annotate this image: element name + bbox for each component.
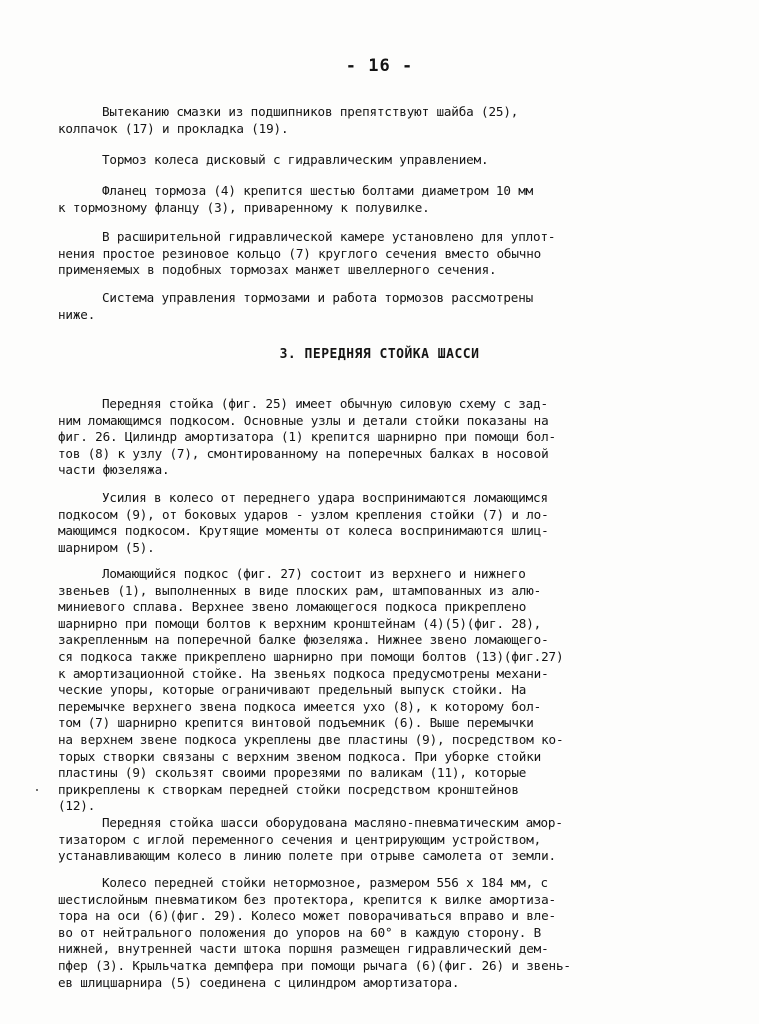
- text-line: Вытеканию смазки из подшипников препятствуют шайба (25),: [102, 104, 519, 119]
- text-line: нения простое резиновое кольцо (7) круглого сечения вместо обычно: [58, 245, 542, 261]
- paragraph-6: [58, 396, 688, 479]
- text-line: пфер (3). Крыльчатка демпфера при помощи рычага (6)(фиг. 26) и звень-: [58, 957, 571, 973]
- text-line: ческие упоры, которые ограничивают предельный выпуск стойки. На: [58, 682, 527, 698]
- paragraph-4: [58, 229, 688, 279]
- text-line: тора на оси (6)(фиг. 29). Колесо может поворачиваться вправо и вле-: [58, 908, 556, 924]
- text-line: Фланец тормоза (4) крепится шестью болтами диаметром 10 мм: [102, 183, 534, 198]
- paragraph-10: [58, 875, 688, 991]
- text-line: том (7) шарнирно крепится винтовой подъемник (6). Выше перемычки: [58, 715, 534, 731]
- text-line: ся подкоса также прикреплено шарнирно при помощи болтов (13)(фиг.27): [58, 648, 564, 664]
- text-line: на верхнем звене подкоса укреплены две пластины (9), посредством ко-: [58, 731, 564, 747]
- text-line: звеньев (1), выполненных в виде плоских рам, штампованных из алю-: [58, 582, 542, 598]
- text-line: к тормозному фланцу (3), приваренному к полувилке.: [58, 199, 430, 215]
- text-line: шарниром (5).: [58, 539, 155, 555]
- text-line: шарнирно при помощи болтов к верхним кронштейнам (4)(5)(фиг. 28),: [58, 615, 542, 631]
- text-line: торых створки связаны с верхним звеном подкоса. При уборке стойки: [58, 748, 542, 764]
- section-heading: 3. ПЕРЕДНЯЯ СТОЙКА ШАССИ: [279, 347, 480, 362]
- text-line: Передняя стойка (фиг. 25) имеет обычную силовую схему с зад-: [102, 396, 548, 411]
- text-line: ним ломающимся подкосом. Основные узлы и детали стойки показаны на: [58, 412, 549, 428]
- text-line: Ломающийся подкос (фиг. 27) состоит из верхнего и нижнего: [102, 566, 526, 581]
- page-number: - 16 -: [345, 56, 414, 76]
- paragraph-9: [58, 815, 688, 865]
- text-line: фиг. 26. Цилиндр амортизатора (1) крепится шарнирно при помощи бол-: [58, 429, 556, 445]
- text-line: шестислойным пневматиком без протектора, крепится к вилке амортиза-: [58, 891, 556, 907]
- paragraph-5: [58, 290, 688, 323]
- text-line: тов (8) к узлу (7), смонтированному на поперечных балках в носовой: [58, 445, 549, 461]
- text-line: к амортизационной стойке. На звеньях подкоса предусмотрены механи-: [58, 665, 549, 681]
- text-line: мающимся подкосом. Крутящие моменты от колеса воспринимаются шлиц-: [58, 523, 549, 539]
- text-line: пластины (9) скользят своими прорезями по валикам (11), которые: [58, 765, 527, 781]
- text-line: перемычке верхнего звена подкоса имеется ухо (8), к которому бол-: [58, 698, 542, 714]
- text-line: ев шлицшарнира (5) соединена с цилиндром амортизатора.: [58, 974, 460, 990]
- text-line: закрепленным на поперечной балке фюзеляжа. Нижнее звено ломающего-: [58, 632, 549, 648]
- text-line: прикреплены к створкам передней стойки посредством кронштейнов: [58, 781, 519, 797]
- margin-dot: [36, 789, 38, 791]
- paragraph-8: [58, 566, 688, 815]
- text-line: нижней, внутренней части штока поршня размещен гидравлический дем-: [58, 941, 549, 957]
- text-line: миниевого сплава. Верхнее звено ломающегося подкоса прикреплено: [58, 599, 527, 615]
- paragraph-2: [58, 152, 688, 169]
- text-line: Система управления тормозами и работа тормозов рассмотрены: [102, 290, 534, 305]
- text-line: подкосом (9), от боковых ударов - узлом крепления стойки (7) и ло-: [58, 506, 549, 522]
- text-line: устанавливающим колесо в линию полете при отрыве самолета от земли.: [58, 848, 556, 864]
- text-line: Усилия в колесо от переднего удара воспринимаются ломающимся: [102, 490, 548, 505]
- paragraph-3: [58, 183, 688, 216]
- text-line: Колесо передней стойки нетормозное, размером 556 x 184 мм, с: [102, 875, 548, 890]
- text-line: (12).: [58, 798, 96, 814]
- text-line: части фюзеляжа.: [58, 462, 170, 478]
- text-line: колпачок (17) и прокладка (19).: [58, 120, 289, 136]
- paragraph-1: [58, 104, 688, 137]
- text-line: Передняя стойка шасси оборудована масляно-пневматическим амор-: [102, 815, 563, 830]
- text-line: во от нейтрального положения до упоров на 60° в каждую сторону. В: [58, 924, 542, 940]
- text-line: Тормоз колеса дисковый с гидравлическим управлением.: [102, 152, 489, 167]
- text-line: тизатором с иглой переменного сечения и центрирующим устройством,: [58, 831, 542, 847]
- text-line: В расширительной гидравлической камере установлено для уплот-: [102, 229, 556, 244]
- paragraph-7: [58, 490, 688, 556]
- text-line: применяемых в подобных тормозах манжет швеллерного сечения.: [58, 262, 497, 278]
- text-line: ниже.: [58, 306, 96, 322]
